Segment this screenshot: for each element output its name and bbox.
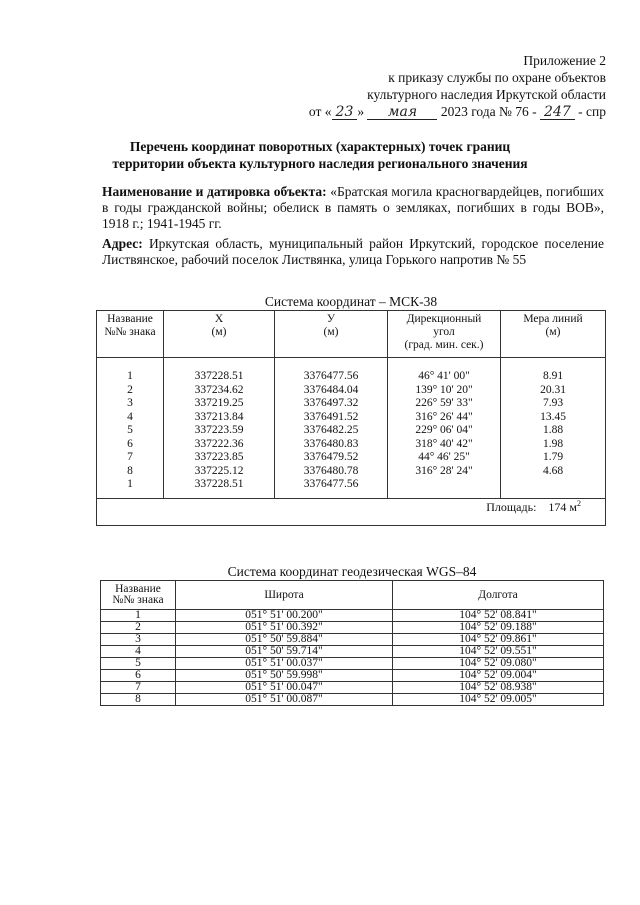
col-length-values (501, 358, 606, 499)
header-x-l1: X (214, 313, 224, 325)
table2-cell-lon: 104° 52' 09.004" (393, 670, 604, 682)
table1-cell-len: 1.88 (542, 424, 564, 436)
table1-cell-y: 3376477.56 (303, 478, 359, 490)
table1-cell-len: 1.98 (542, 437, 564, 450)
table2-cell-n: 7 (101, 682, 176, 694)
table2-cell-lat: 051° 51' 00.087" (176, 694, 393, 706)
table1-cell-y: 3376480.78 (303, 464, 359, 477)
table1-cell-x: 337228.51 (194, 370, 244, 382)
header-x-l2: (м) (211, 326, 227, 338)
table1-cell-n: 4 (127, 410, 133, 423)
appendix-line-1: Приложение 2 (523, 53, 606, 68)
col-angle-values (388, 358, 501, 499)
table1-body-row (97, 358, 606, 499)
table2-cell-lon: 104° 52' 09.005" (393, 694, 604, 706)
table1-cell-len (501, 478, 605, 492)
t2-header-point-name (101, 581, 176, 610)
table1-cell-n: 2 (127, 383, 133, 396)
table2-header-row (101, 581, 604, 610)
table1-caption: Система координат – МСК-38 (264, 294, 438, 309)
object-text: «Братская могила красногвардейцев, погибших в годы гражданской войны; обелиск в память о земляках, погибших в годы ВОВ», 1918 г.; 1941-1945 гг. (102, 184, 604, 231)
date-day-handwritten: 23 (332, 105, 358, 120)
table2-cell-lon: 104° 52' 09.861" (393, 634, 604, 646)
table1-cell-y: 3376491.52 (303, 410, 359, 423)
table1-area-row (97, 498, 606, 525)
table1-cell-n: 7 (127, 451, 133, 463)
header-x (164, 311, 275, 358)
table2-cell-n: 2 (101, 622, 176, 634)
table1-cell-x: 337213.84 (194, 410, 244, 423)
table2-cell-n: 3 (101, 634, 176, 646)
table1-cell-y: 3376482.25 (303, 424, 359, 436)
table2-row (101, 658, 604, 670)
msk38-coordinates-table (96, 310, 606, 526)
date-mid: » (357, 104, 365, 119)
appendix-line-2: к приказу службы по охране объектов (388, 70, 606, 85)
appendix-header (309, 52, 606, 120)
table1-cell-angle: 46° 41' 00" (418, 370, 470, 382)
table2-cell-lat: 051° 51' 00.200" (176, 610, 393, 622)
header-angle-l1: Дирекционный (406, 313, 482, 325)
table2-cell-n: 6 (101, 670, 176, 682)
table1-cell-x: 337234.62 (194, 383, 244, 396)
table1-cell-len: 13.45 (540, 410, 566, 423)
object-label: Наименование и датировка объекта: (102, 184, 327, 199)
address-text: Иркутская область, муниципальный район Иркутский, городское поселение Листвянское, рабочий поселок Листвянка, улица Горького напротив № 55 (102, 236, 605, 267)
table2-row (101, 694, 604, 706)
table2-cell-lat: 051° 50' 59.998" (176, 670, 393, 682)
table1-cell-y: 3376477.56 (303, 370, 359, 382)
table1-cell-x: 337222.36 (194, 437, 244, 450)
table2-cell-lon: 104° 52' 08.841" (393, 610, 604, 622)
table2-cell-n: 8 (101, 694, 176, 706)
table1-cell-y: 3376497.32 (303, 397, 359, 409)
header-point-name-l2: №№ знака (104, 326, 156, 338)
date-suffix: 2023 года № 76 - (440, 104, 537, 119)
header-y-l1: У (326, 313, 336, 325)
col-y-values (275, 358, 388, 499)
col-x-values (164, 358, 275, 499)
header-angle-l3: (град. мин. сек.) (404, 339, 484, 351)
appendix-line-3: культурного наследия Иркутской области (367, 87, 606, 102)
table1-cell-angle: 318° 40' 42" (415, 437, 473, 450)
address-label: Адрес: (102, 236, 143, 251)
t2-header-latitude: Широта (176, 581, 393, 610)
table2-cell-lat: 051° 51' 00.047" (176, 682, 393, 694)
table1-cell-x: 337223.85 (194, 451, 244, 463)
table2-cell-lon: 104° 52' 09.551" (393, 646, 604, 658)
table1-cell-x: 337223.59 (194, 424, 244, 436)
table2-row (101, 682, 604, 694)
table2-cell-lon: 104° 52' 09.188" (393, 622, 604, 634)
area-value: 174 м (548, 499, 577, 514)
header-point-name (97, 311, 164, 358)
table1-cell-n: 8 (127, 464, 133, 477)
document-title (60, 138, 580, 172)
table1-cell-x: 337225.12 (194, 464, 244, 477)
table1-cell-n: 6 (127, 437, 133, 450)
table1-cell-angle: 226° 59' 33" (415, 397, 473, 409)
table2-row (101, 670, 604, 682)
header-length-l1: Мера линий (523, 313, 583, 325)
table1-cell-len: 1.79 (542, 451, 564, 463)
appendix-date-line (309, 103, 606, 120)
header-y-l2: (м) (323, 326, 339, 338)
table2-row (101, 610, 604, 622)
table1-cell-n: 1 (127, 478, 133, 490)
table1-cell-angle: 316° 26' 44" (415, 410, 473, 423)
table1-header-row (97, 311, 606, 358)
table2-cell-lat: 051° 50' 59.714" (176, 646, 393, 658)
table1-cell-len: 8.91 (542, 370, 564, 382)
order-suffix: - спр (578, 104, 606, 119)
header-direction-angle (388, 311, 501, 358)
object-description (102, 184, 604, 232)
area-label: Площадь: (486, 499, 537, 514)
table2-cell-n: 5 (101, 658, 176, 670)
t2-header-longitude: Долгота (393, 581, 604, 610)
table2-caption: Система координат геодезическая WGS–84 (227, 564, 477, 579)
table2-cell-lat: 051° 50' 59.884" (176, 634, 393, 646)
table2-cell-lon: 104° 52' 08.938" (393, 682, 604, 694)
table1-cell-angle: 44° 46' 25" (418, 451, 470, 463)
table2-row (101, 622, 604, 634)
table1-cell-angle: 229° 06' 04" (415, 424, 473, 436)
table1-cell-n: 1 (127, 370, 133, 382)
header-point-name-l1: Название (107, 313, 153, 325)
table1-cell-angle: 139° 10' 20" (415, 383, 473, 396)
table1-cell-x: 337219.25 (194, 397, 244, 409)
header-line-length (501, 311, 606, 358)
table1-cell-len: 20.31 (540, 383, 566, 396)
header-length-l2: (м) (545, 326, 561, 338)
table1-cell-y: 3376484.04 (303, 383, 359, 396)
table2-cell-n: 1 (101, 610, 176, 622)
order-number-handwritten: 247 (540, 105, 575, 120)
t2-header-name-l2: №№ знака (112, 594, 164, 606)
header-angle-l2: угол (433, 326, 455, 338)
object-address (102, 236, 604, 268)
table1-cell-angle (388, 478, 500, 492)
wgs84-coordinates-table (100, 580, 604, 706)
table1-cell-x: 337228.51 (194, 478, 244, 490)
table1-cell-y: 3376479.52 (303, 451, 359, 463)
col-point-names (97, 358, 164, 499)
table1-cell-n: 3 (127, 397, 133, 409)
table2-cell-n: 4 (101, 646, 176, 658)
date-prefix: от « (308, 104, 332, 119)
table2-cell-lon: 104° 52' 09.080" (393, 658, 604, 670)
area-cell (97, 498, 606, 525)
table1-cell-len: 7.93 (542, 397, 564, 409)
table1-cell-len: 4.68 (542, 464, 564, 477)
table1-cell-y: 3376480.83 (303, 437, 359, 450)
t2-header-name-l1: Название (115, 583, 161, 595)
area-unit-superscript: 2 (577, 498, 581, 508)
table2-row (101, 646, 604, 658)
table1-cell-n: 5 (127, 424, 133, 436)
table1-cell-angle: 316° 28' 24" (415, 464, 473, 477)
table2-cell-lat: 051° 51' 00.037" (176, 658, 393, 670)
header-y (275, 311, 388, 358)
table2-row (101, 634, 604, 646)
date-month-handwritten: мая (367, 105, 437, 120)
title-line-1: Перечень координат поворотных (характерных) точек границ (129, 139, 511, 154)
table2-cell-lat: 051° 51' 00.392" (176, 622, 393, 634)
title-line-2: территории объекта культурного наследия регионального значения (112, 156, 528, 171)
